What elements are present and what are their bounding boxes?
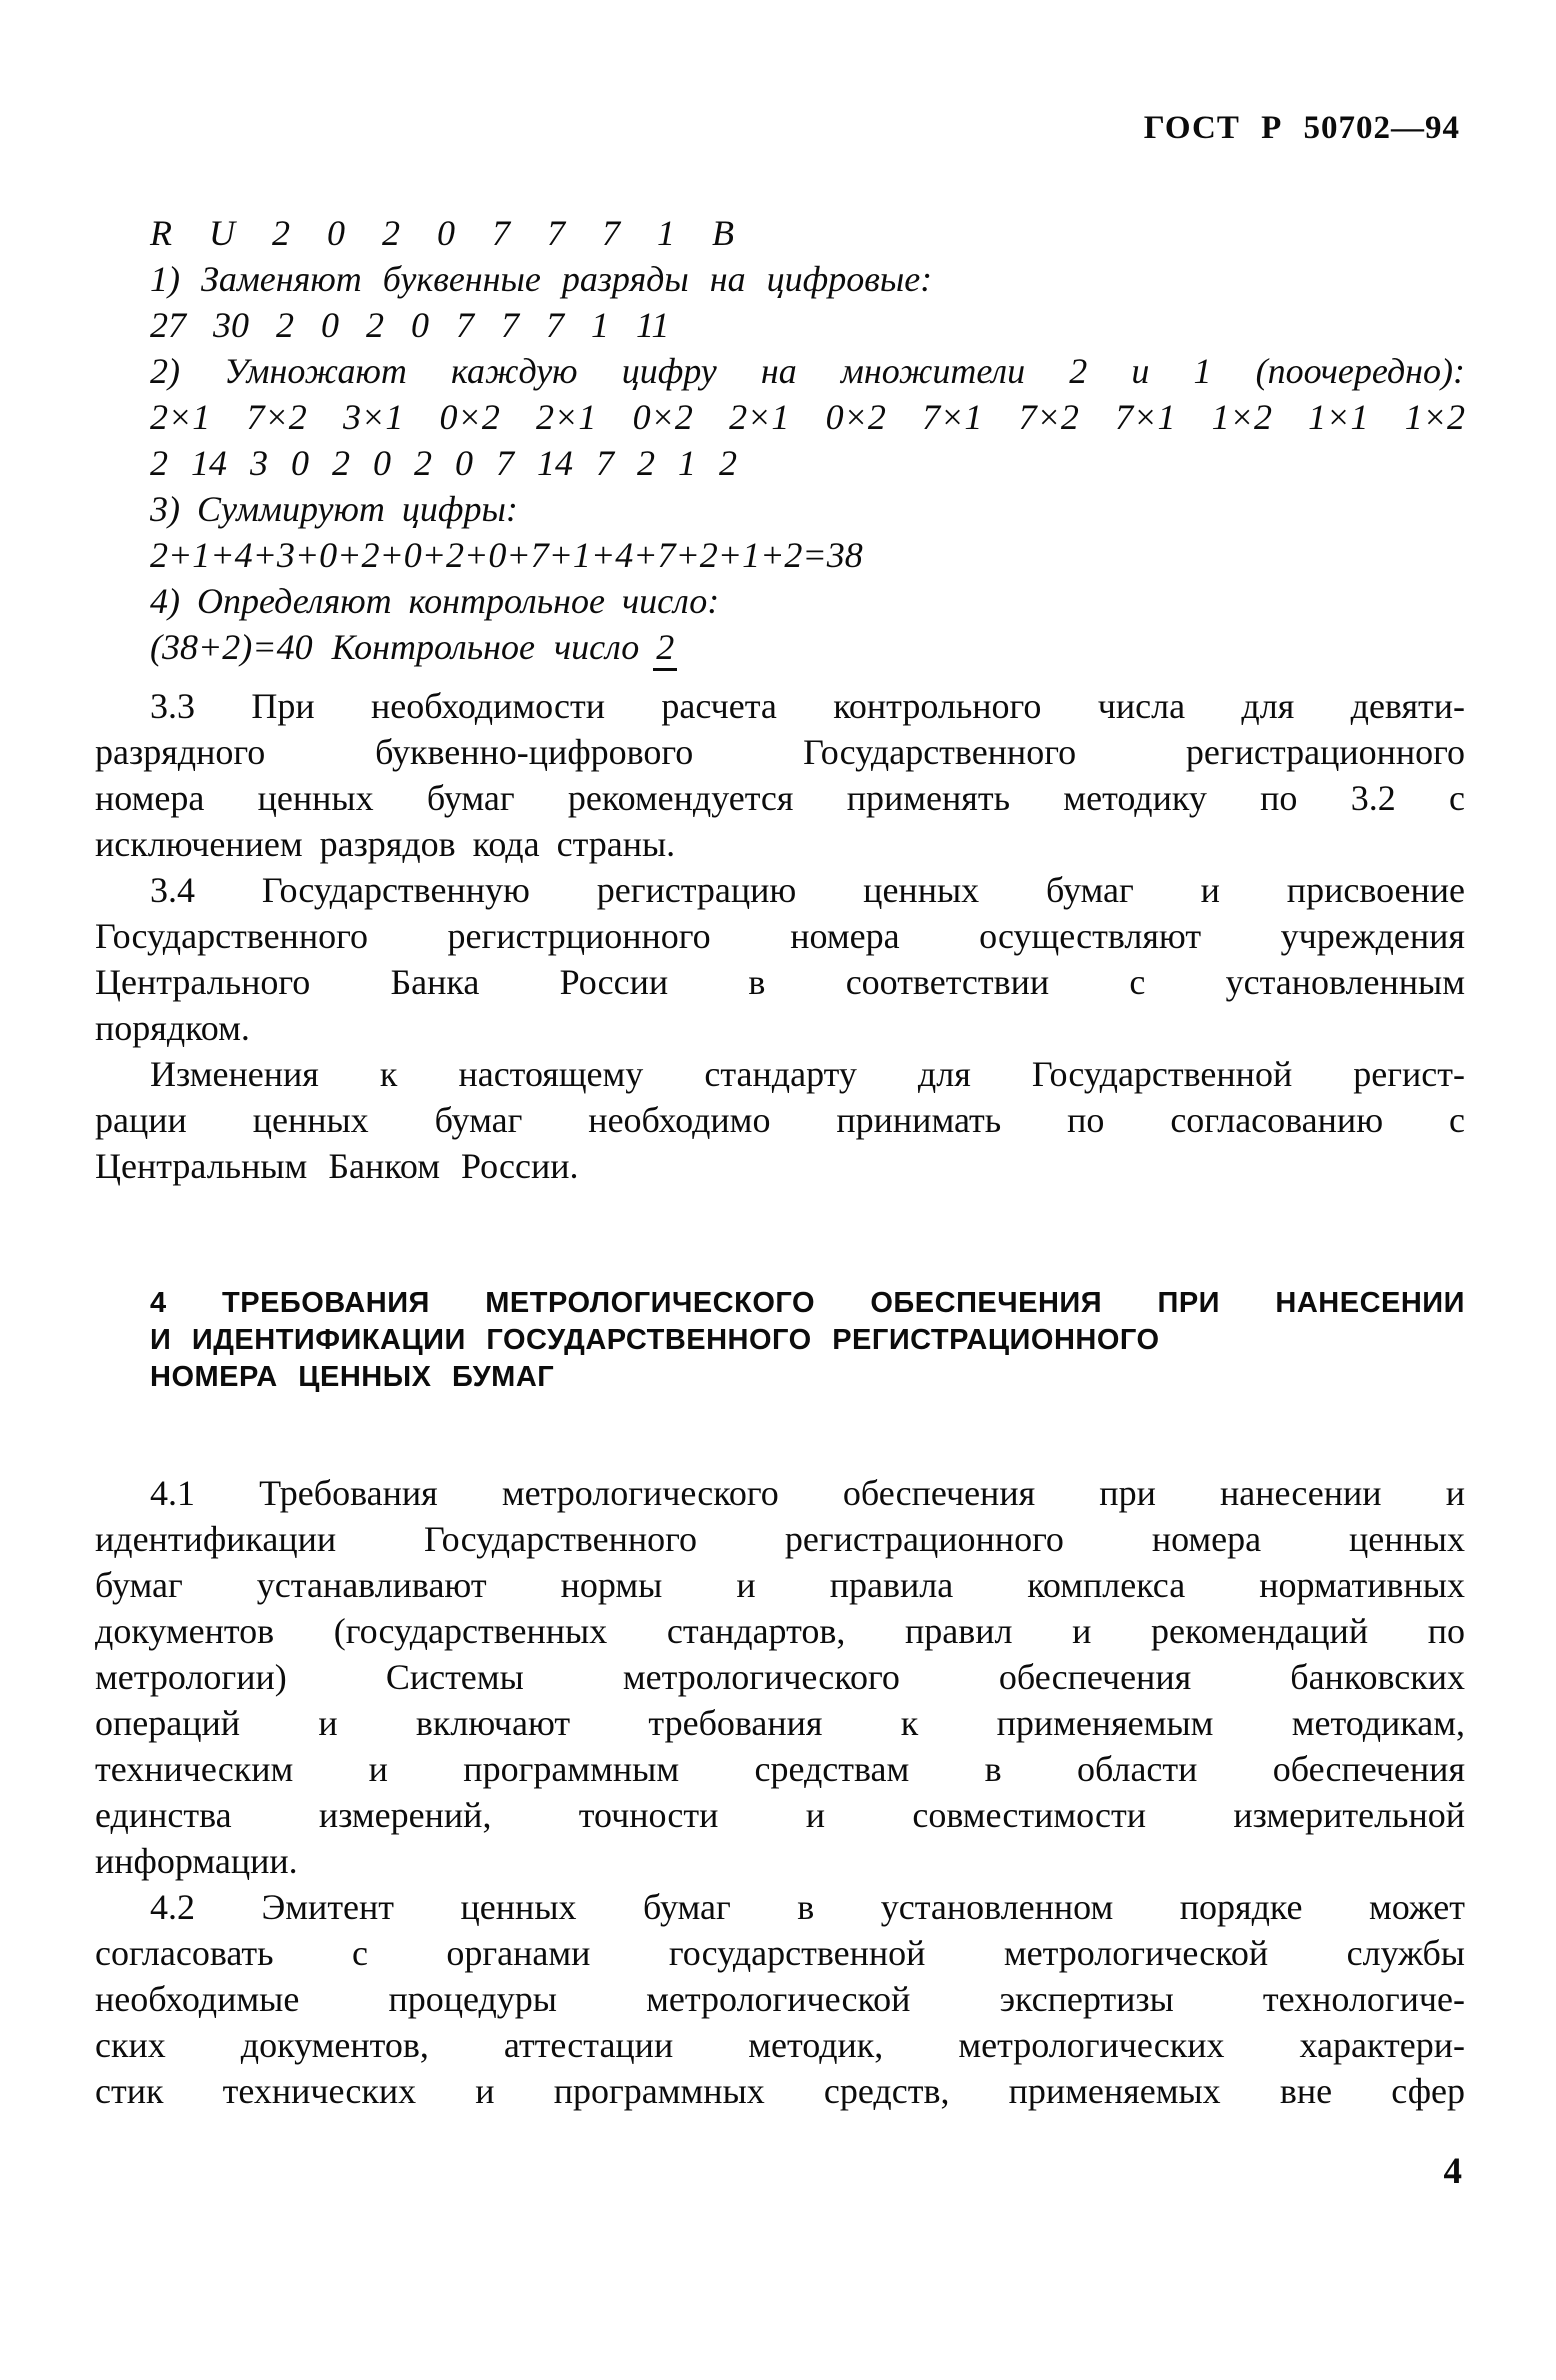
paragraph-line: информации. [95, 1841, 298, 1881]
paragraph-line: порядком. [95, 1008, 250, 1048]
paragraph-line: единства измерений, точности и совместимости измерительной [95, 1795, 1465, 1835]
paragraph-line: необходимые процедуры метрологической экспертизы технологиче- [95, 1979, 1465, 2019]
paragraph-line: согласовать с органами государственной метрологической службы [95, 1933, 1465, 1973]
example-step-line: 2×1 7×2 3×1 0×2 2×1 0×2 2×1 0×2 7×1 7×2 7×1 1×2 1×1 1×2 [150, 397, 1465, 437]
paragraph-line: Центральным Банком России. [95, 1146, 579, 1186]
paragraph-line: Центрального Банка России в соответствии с установленным [95, 962, 1465, 1002]
page-number: 4 [1443, 2151, 1462, 2192]
paragraph-line: рации ценных бумаг необходимо принимать по согласованию с [95, 1100, 1465, 1140]
paragraph-3-4 [95, 867, 1465, 1051]
heading-line: 4 ТРЕБОВАНИЯ МЕТРОЛОГИЧЕСКОГО ОБЕСПЕЧЕНИЯ ПРИ НАНЕСЕНИИ [150, 1287, 1465, 1319]
paragraph-line: документов (государственных стандартов, правил и рекомендаций по [95, 1611, 1465, 1651]
paragraph-line: Государственного регистрционного номера осуществляют учреждения [95, 916, 1465, 956]
example-step-line: 27 30 2 0 2 0 7 7 7 1 11 [150, 305, 670, 345]
paragraph-line: ских документов, аттестации методик, метрологических характери- [95, 2025, 1465, 2065]
paragraph-line: 3.4 Государственную регистрацию ценных бумаг и присвоение [150, 870, 1465, 910]
paragraph-line: исключением разрядов кода страны. [95, 824, 676, 864]
paragraph-line: Изменения к настоящему стандарту для Государственной регист- [150, 1054, 1465, 1094]
section-4-heading [150, 1285, 1465, 1396]
paragraph-3-3 [95, 683, 1465, 867]
document-body [95, 210, 1465, 2114]
paragraph-line: бумаг устанавливают нормы и правила комплекса нормативных [95, 1565, 1465, 1605]
check-number-line [150, 624, 1465, 671]
check-number-text: (38+2)=40 Контрольное число [150, 627, 640, 667]
paragraph-4-1 [95, 1470, 1465, 1884]
paragraph-line: 4.1 Требования метрологического обеспечения при нанесении и [150, 1473, 1465, 1513]
paragraph-line: стик технических и программных средств, применяемых вне сфер [95, 2071, 1465, 2111]
paragraph-line: разрядного буквенно-цифрового Государственного регистрационного [95, 732, 1465, 772]
example-step-line: 2) Умножают каждую цифру на множители 2 и 1 (поочередно): [150, 351, 1465, 391]
paragraph-4-2 [95, 1884, 1465, 2114]
heading-line: И ИДЕНТИФИКАЦИИ ГОСУДАРСТВЕННОГО РЕГИСТРАЦИОННОГО [150, 1324, 1160, 1356]
checksum-example-block [150, 210, 1465, 671]
paragraph-line: метрологии) Системы метрологического обеспечения банковских [95, 1657, 1465, 1697]
paragraph-line: операций и включают требования к применяемым методикам, [95, 1703, 1465, 1743]
paragraph-line: идентификации Государственного регистрационного номера ценных [95, 1519, 1465, 1559]
example-step-line: 3) Суммируют цифры: [150, 489, 518, 529]
paragraph-line: техническим и программным средствам в области обеспечения [95, 1749, 1465, 1789]
paragraph-line: номера ценных бумаг рекомендуется применять методику по 3.2 с [95, 778, 1465, 818]
document-code-header: ГОСТ Р 50702—94 [1143, 110, 1460, 146]
example-step-line: 2+1+4+3+0+2+0+2+0+7+1+4+7+2+1+2=38 [150, 535, 863, 575]
example-step-line: 2 14 3 0 2 0 2 0 7 14 7 2 1 2 [150, 443, 737, 483]
paragraph-line: 3.3 При необходимости расчета контрольного числа для девяти- [150, 686, 1465, 726]
heading-line: НОМЕРА ЦЕННЫХ БУМАГ [150, 1361, 555, 1393]
example-step-line: 1) Заменяют буквенные разряды на цифровые: [150, 259, 933, 299]
check-digit: 2 [653, 627, 677, 671]
security-code-line: R U 2 0 2 0 7 7 7 1 B [150, 213, 736, 253]
example-step-line: 4) Определяют контрольное число: [150, 581, 720, 621]
paragraph-line: 4.2 Эмитент ценных бумаг в установленном порядке может [150, 1887, 1465, 1927]
paragraph-amendments [95, 1051, 1465, 1189]
